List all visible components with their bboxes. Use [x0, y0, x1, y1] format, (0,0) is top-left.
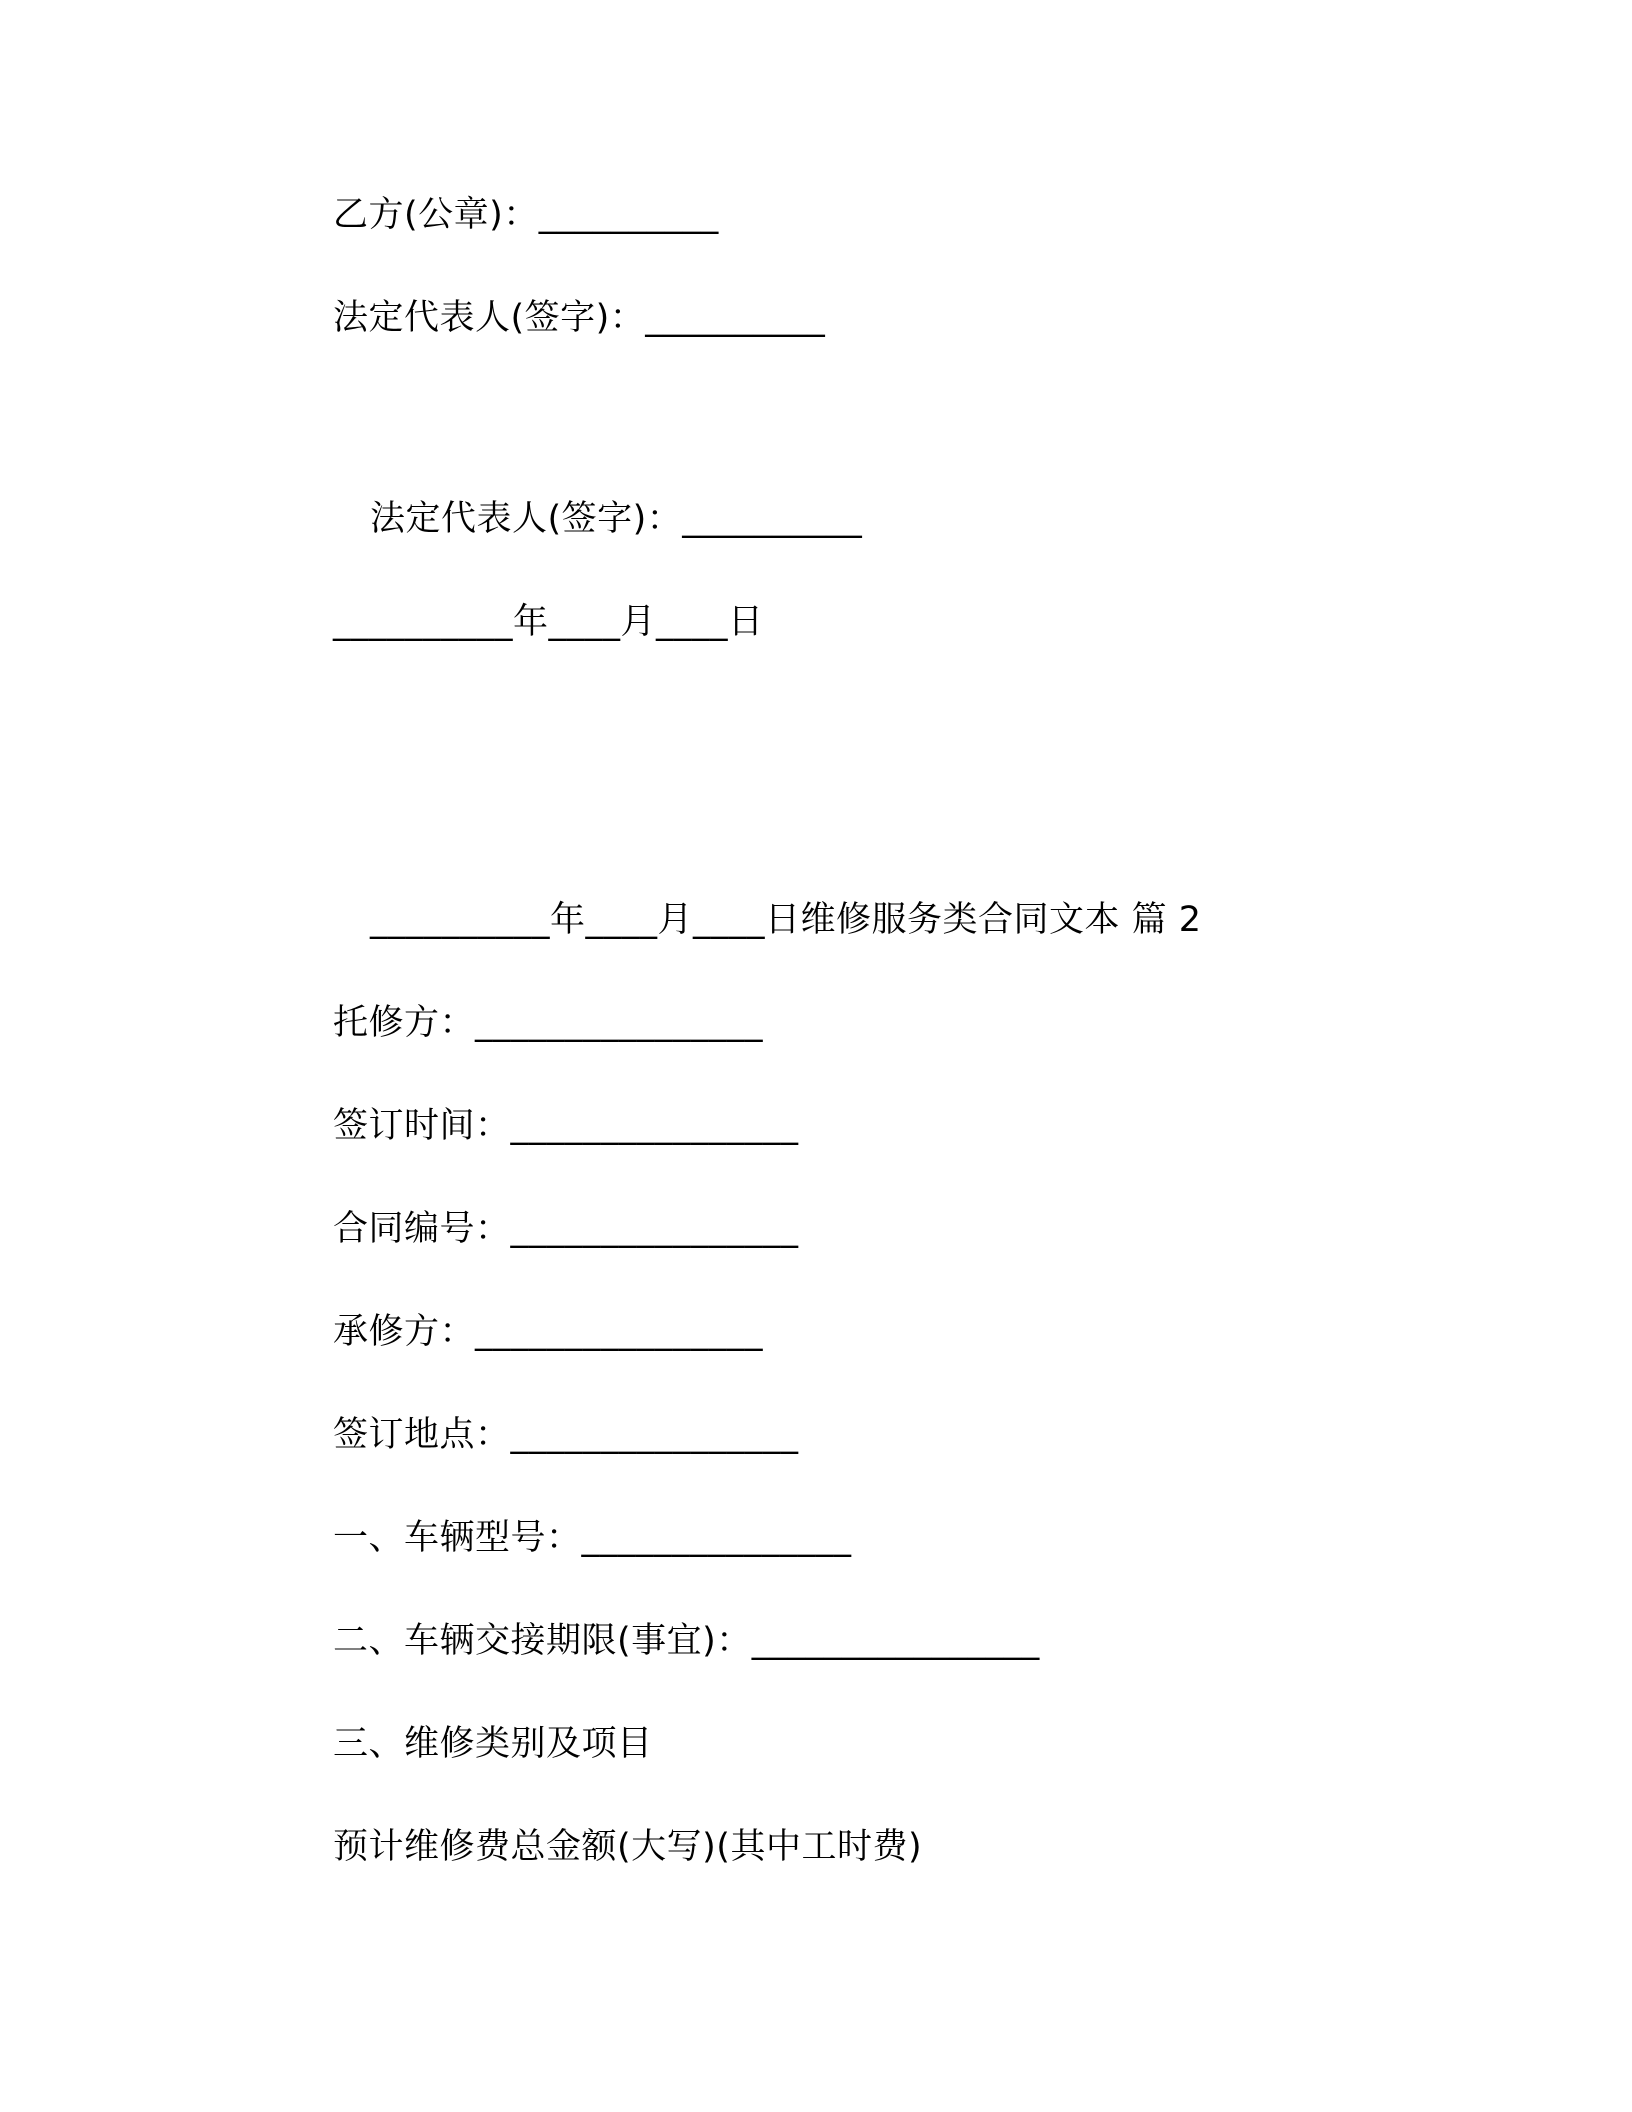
legal-representative-signature-line: 法定代表人(签字)：__________: [333, 298, 826, 338]
section-title: __________年____月____日维修服务类合同文本 篇 2: [370, 900, 1202, 940]
contractor-field: 承修方：________________: [333, 1312, 764, 1352]
date-line: __________年____月____日: [333, 602, 764, 642]
vehicle-model-clause: 一、车辆型号：_______________: [333, 1518, 852, 1558]
legal-representative-signature-line-2: 法定代表人(签字)：__________: [370, 499, 863, 539]
party-b-seal-line: 乙方(公章)：__________: [333, 195, 719, 235]
contract-number-field: 合同编号：________________: [333, 1209, 799, 1249]
signing-time-field: 签订时间：________________: [333, 1106, 799, 1146]
repair-category-clause: 三、维修类别及项目: [333, 1724, 653, 1764]
handover-deadline-clause: 二、车辆交接期限(事宜)：________________: [333, 1621, 1040, 1661]
estimated-cost-line: 预计维修费总金额(大写)(其中工时费): [333, 1827, 923, 1867]
client-field: 托修方：________________: [333, 1003, 764, 1043]
signing-location-field: 签订地点：________________: [333, 1415, 799, 1455]
